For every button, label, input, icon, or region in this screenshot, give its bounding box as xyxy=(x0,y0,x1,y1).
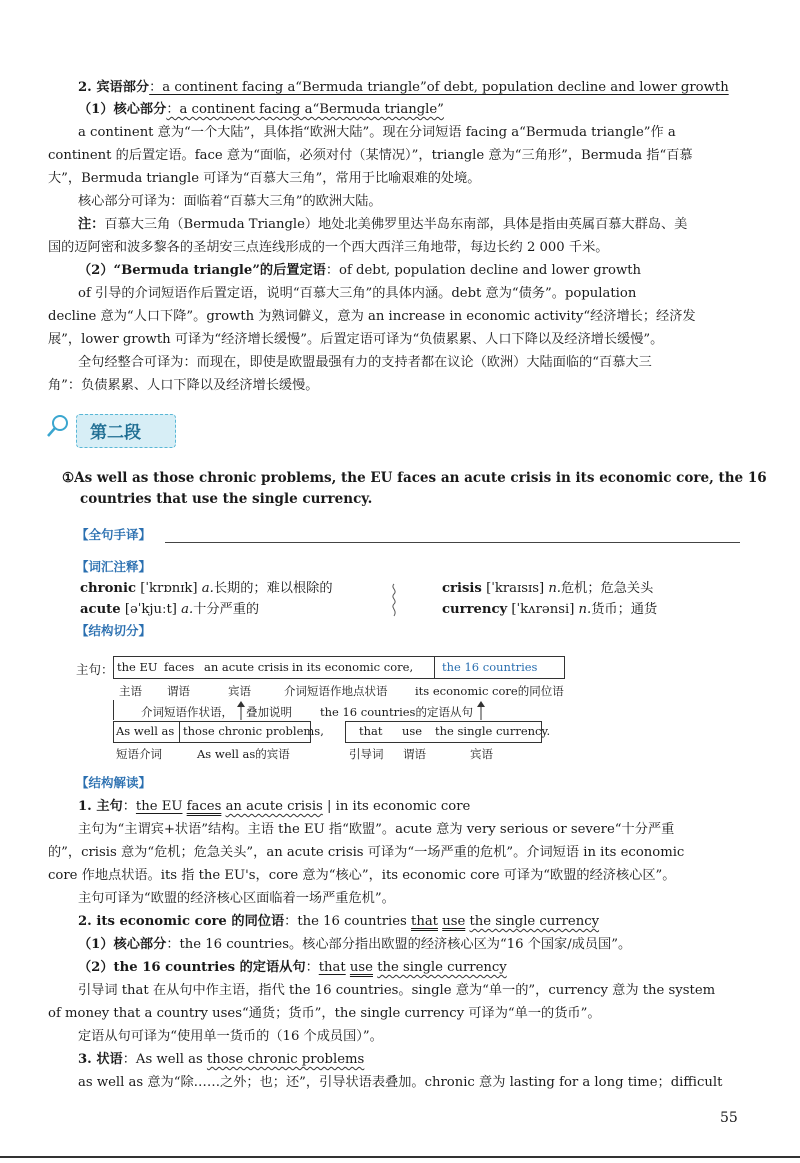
a-label: 3. 状语 xyxy=(78,1052,123,1067)
vocab-phonetic: [ˈkʌrənsi] xyxy=(511,602,575,617)
vocab-meaning: 危机；危急关头 xyxy=(561,581,654,596)
binding-squiggle-icon xyxy=(388,582,400,618)
seg-as-well-as: As well as xyxy=(116,724,175,738)
paragraph-line: 定语从句可译为“使用单一货币的（16 个成员国）”。 xyxy=(78,1029,383,1044)
post-text: ：of debt, population decline and lower growth xyxy=(325,263,642,278)
a-label: 1. 主句 xyxy=(78,799,123,814)
seg-appositive: the 16 countries xyxy=(442,660,538,674)
a-that: that xyxy=(411,914,438,929)
paragraph-line: 主句为“主谓宾+状语”结构。主语 the EU 指“欧盟”。acute 意为 very serious or severe“十分严重 xyxy=(78,822,675,837)
label-verb2: 谓语 xyxy=(403,747,426,761)
core-heading xyxy=(78,101,444,119)
main-clause-label: 主句： xyxy=(76,662,114,677)
a-text: ：the 16 countries xyxy=(284,914,412,929)
paragraph-line: continent 的后置定语。face 意为“面临，必须对付（某情况）”，triangle 意为“三角形”，Bermuda 指“百慕 xyxy=(48,148,693,163)
vocab-word: currency xyxy=(442,602,508,617)
a-currency: the single currency xyxy=(377,960,507,975)
answer-line[interactable] xyxy=(165,542,740,543)
seg-subject: the EU xyxy=(117,660,158,674)
analysis-relative xyxy=(78,959,507,977)
vocab-word: acute xyxy=(80,602,121,617)
row2-right: the 16 countries的定语从句 xyxy=(320,705,473,719)
seg-verb: faces xyxy=(164,660,195,674)
sentence-text: As well as those chronic problems, the EU faces an acute crisis in its economic core, the 16 xyxy=(74,470,767,486)
a-those: those chronic problems xyxy=(206,1052,365,1067)
vocab-currency xyxy=(442,601,657,619)
a-label: 2. its economic core 的同位语 xyxy=(78,914,285,929)
paragraph-line: 展”，lower growth 可译为“经济增长缓慢”。后置定语可译为“负债累累、人口下降以及经济增长缓慢”。 xyxy=(48,332,664,347)
heading-object-part xyxy=(78,79,729,97)
tag-structure: 【结构切分】 xyxy=(76,623,152,638)
magnifier-icon xyxy=(46,414,70,438)
paragraph-line: decline 意为“人口下降”。growth 为熟词僻义，意为 an increase in economic activity“经济增长；经济发 xyxy=(48,309,696,324)
label-verb: 谓语 xyxy=(167,684,190,698)
a-object: an acute crisis xyxy=(225,799,323,814)
vocab-chronic xyxy=(80,580,333,598)
heading-text: ：a continent facing a“Bermuda triangle”of debt, population decline and lower growth xyxy=(149,80,729,95)
vocab-pos: n. xyxy=(578,602,592,617)
seg-adverbial: in its economic core, xyxy=(292,660,414,674)
paragraph-line: of 引导的介词短语作后置定语，说明“百慕大三角”的具体内涵。debt 意为“债务”。population xyxy=(78,286,637,301)
colon: ： xyxy=(305,960,319,975)
note-text: 百慕大三角（Bermuda Triangle）地处北美佛罗里达半岛东南部，具体是指由英属百慕大群岛、美 xyxy=(104,217,688,232)
seg-single-currency: the single currency. xyxy=(435,724,551,738)
a-text: ：As well as xyxy=(122,1052,207,1067)
paragraph-line: a continent 意为“一个大陆”，具体指“欧洲大陆”。现在分词短语 facing a“Bermuda triangle”作 a xyxy=(78,125,676,140)
a-label: （2）the 16 countries 的定语从句 xyxy=(78,960,306,975)
paragraph-line: 全句经整合可译为：而现在，即使是欧盟最强有力的支持者都在议论（欧洲）大陆面临的“百慕大三 xyxy=(78,355,652,370)
a-currency: the single currency xyxy=(469,914,600,929)
row2-mid: 叠加说明 xyxy=(246,705,292,719)
paragraph-line: 角”：负债累累、人口下降以及经济增长缓慢。 xyxy=(48,378,319,393)
vocab-word: chronic xyxy=(80,581,136,596)
a-tail: | in its economic core xyxy=(322,799,471,814)
page-number: 55 xyxy=(720,1110,738,1126)
a-text: ：the 16 countries。核心部分指出欧盟的经济核心区为“16 个国家/成员国”。 xyxy=(166,937,632,952)
bottom-rule xyxy=(0,1156,800,1158)
vocab-pos: a. xyxy=(181,602,194,617)
vocab-meaning: 长期的；难以根除的 xyxy=(213,581,333,596)
a-use: use xyxy=(442,914,466,929)
paragraph-line: 主句可译为“欧盟的经济核心区面临着一场严重危机”。 xyxy=(78,891,395,906)
paragraph-line: 核心部分可译为：面临着“百慕大三角”的欧洲大陆。 xyxy=(78,194,382,209)
post-heading xyxy=(78,262,641,280)
analysis-heading-3 xyxy=(78,1051,364,1069)
divider xyxy=(434,656,435,678)
a-that: that xyxy=(318,960,346,975)
heading-label: 2. 宾语部分 xyxy=(78,80,150,95)
seg-object: an acute crisis xyxy=(204,660,289,674)
arrow-up-icon xyxy=(476,700,486,720)
note-line xyxy=(78,216,687,234)
a-verb: faces xyxy=(186,799,222,814)
label-appositive: its economic core的同位语 xyxy=(415,684,564,698)
a-label: （1）核心部分 xyxy=(78,937,167,952)
tag-analysis: 【结构解读】 xyxy=(76,775,152,790)
vocab-phonetic: [əˈkjuːt] xyxy=(124,602,177,617)
sentence-line-2: countries that use the single currency. xyxy=(80,491,373,507)
seg-use: use xyxy=(402,724,423,738)
arrow-up-icon xyxy=(236,700,246,720)
analysis-core xyxy=(78,936,631,954)
seg-that: that xyxy=(359,724,383,738)
analysis-heading-1 xyxy=(78,798,470,816)
label-relative: 引导词 xyxy=(349,747,384,761)
sentence-line-1 xyxy=(62,469,767,487)
label-object: 宾语 xyxy=(228,684,251,698)
vocab-crisis xyxy=(442,580,653,598)
label-adverbial: 介词短语作地点状语 xyxy=(284,684,388,698)
label-prep-object: As well as的宾语 xyxy=(197,747,290,761)
sentence-number: ① xyxy=(62,470,75,486)
vocab-meaning: 十分严重的 xyxy=(193,602,260,617)
paragraph-line: 国的迈阿密和波多黎各的圣胡安三点连线形成的一个西大西洋三角地带，每边长约 2 000 千米。 xyxy=(48,240,609,255)
divider xyxy=(179,721,180,742)
vocab-pos: a. xyxy=(201,581,214,596)
row2-left: 介词短语作状语， xyxy=(141,705,233,719)
paragraph-line: as well as 意为“除……之外；也；还”，引导状语表叠加。chronic 意为 lasting for a long time；difficult xyxy=(78,1075,723,1090)
vocab-phonetic: [ˈkrɒnɪk] xyxy=(140,581,198,596)
seg-chronic-problems: those chronic problems, xyxy=(183,724,324,738)
a-use: use xyxy=(349,960,373,975)
paragraph-line: 引导词 that 在从句中作主语，指代 the 16 countries。single 意为“单一的”，currency 意为 the system xyxy=(78,983,716,998)
paragraph-line: 的”，crisis 意为“危机；危急关头”，an acute crisis 可译为“一场严重的危机”。介词短语 in its economic xyxy=(48,845,685,860)
paragraph-line: core 作地点状语。its 指 the EU's，core 意为“核心”，its economic core 可译为“欧盟的经济核心区”。 xyxy=(48,868,676,883)
label-object2: 宾语 xyxy=(470,747,493,761)
vocab-pos: n. xyxy=(548,581,561,596)
tag-translate: 【全句手译】 xyxy=(76,527,152,542)
tag-vocab: 【词汇注释】 xyxy=(76,559,152,574)
section-title: 第二段 xyxy=(90,423,141,443)
post-label: （2）“Bermuda triangle”的后置定语 xyxy=(78,263,326,278)
note-label: 注： xyxy=(78,217,105,232)
vocab-meaning: 货币；通货 xyxy=(591,602,658,617)
analysis-heading-2 xyxy=(78,913,599,931)
vocab-phonetic: [ˈkraɪsɪs] xyxy=(486,581,545,596)
paragraph-line: of money that a country uses“通货；货币”，the single currency 可译为“单一的货币”。 xyxy=(48,1006,601,1021)
colon: ： xyxy=(122,799,136,814)
vocab-acute xyxy=(80,601,259,619)
paragraph-line: 大”，Bermuda triangle 可译为“百慕大三角”，常用于比喻艰难的处境。 xyxy=(48,171,481,186)
label-subject: 主语 xyxy=(119,684,142,698)
core-text: ：a continent facing a“Bermuda triangle” xyxy=(166,102,444,117)
vocab-word: crisis xyxy=(442,581,482,596)
label-prep: 短语介词 xyxy=(116,747,162,761)
a-subject: the EU xyxy=(135,799,183,814)
core-label: （1）核心部分 xyxy=(78,102,167,117)
